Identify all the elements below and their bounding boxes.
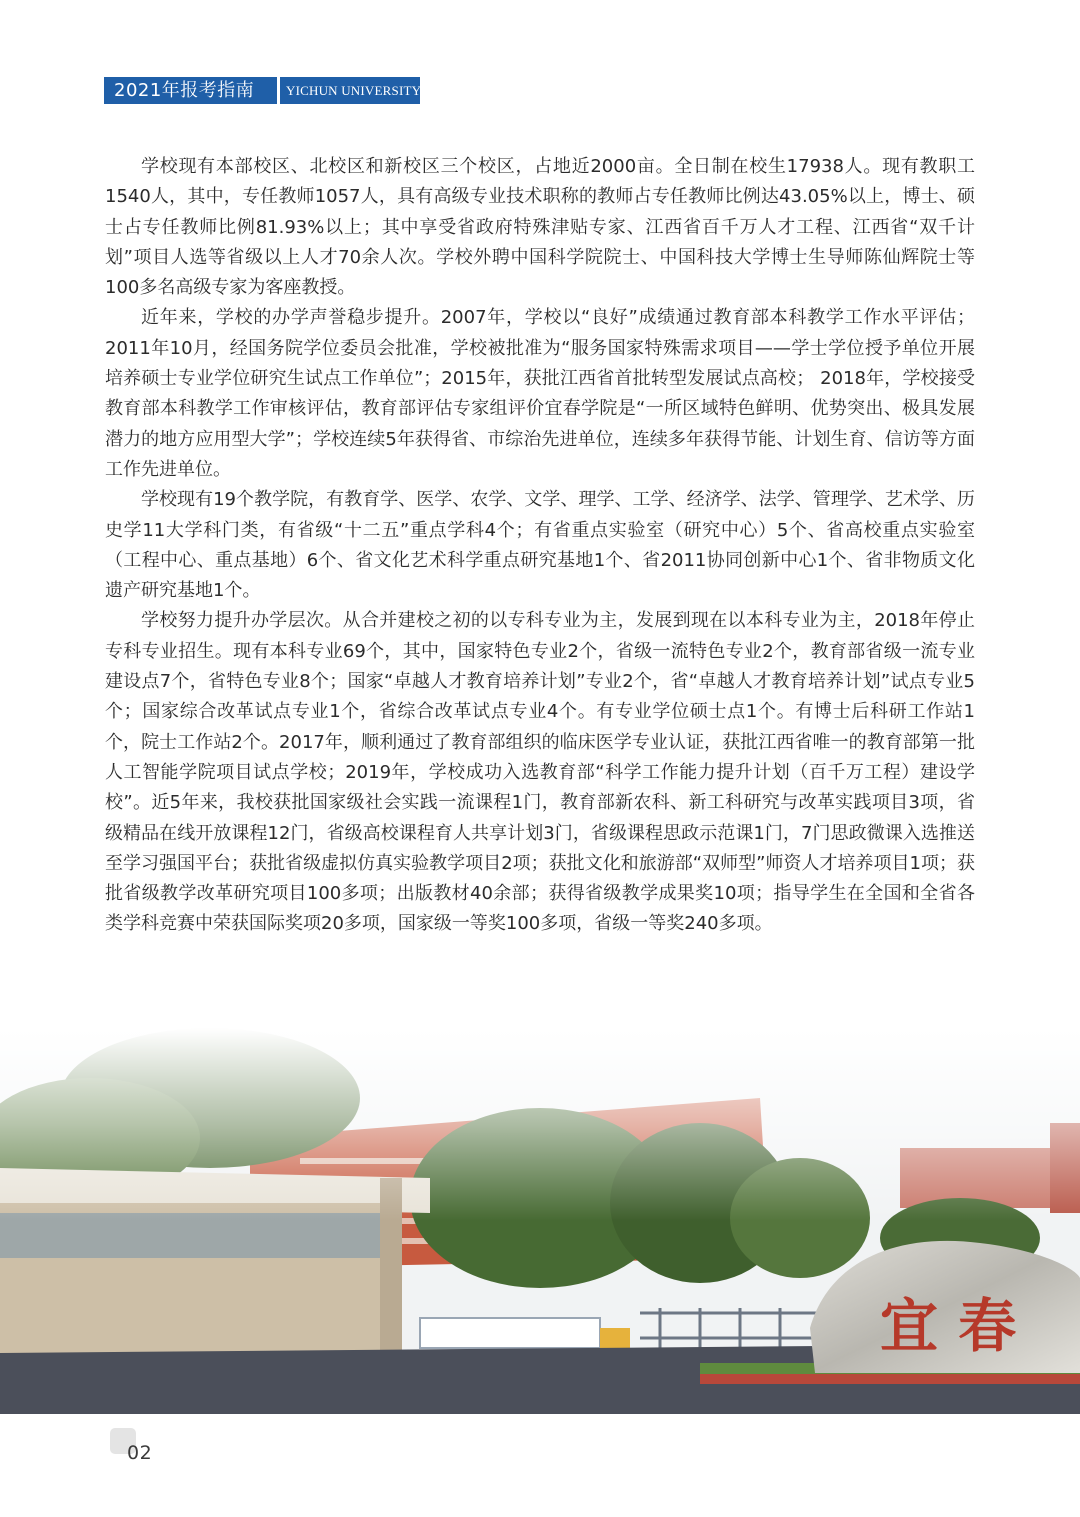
paragraph-colleges: 学校现有19个教学院，有教育学、医学、农学、文学、理学、工学、经济学、法学、管理学、艺术学、历史学11大学科门类，有省级“十二五”重点学科4个；有省重点实验室（研究中心）5个、省高校重点实验室（工程中心、重点基地）6个、省文化艺术科学重点研究基地1个、省2011协同创新中心1个、省非物质文化遗产研究基地1个。	[105, 489, 975, 602]
article-body	[105, 152, 975, 940]
header-bar	[104, 77, 420, 104]
photo-fade	[0, 1028, 1080, 1414]
paragraph-programs: 学校努力提升办学层次。从合并建校之初的以专科专业为主，发展到现在以本科专业为主，2018年停止专科专业招生。现有本科专业69个，其中，国家特色专业2个，省级一流特色专业2个，教育部省级一流专业建设点7个，省特色专业8个；国家“卓越人才教育培养计划”专业2个，省“卓越人才教育培养计划”试点专业5个；国家综合改革试点专业1个，省综合改革试点专业4个。有专业学位硕士点1个。有博士后科研工作站1个，院士工作站2个。2017年，顺利通过了教育部组织的临床医学专业认证，获批江西省唯一的教育部第一批人工智能学院项目试点学校；2019年，学校成功入选教育部“科学工作能力提升计划（百千万工程）建设学校”。近5年来，我校获批国家级社会实践一流课程1门，教育部新农科、新工科研究与改革实践项目3项，省级精品在线开放课程12门，省级高校课程育人共享计划3门，省级课程思政示范课1门，7门思政微课入选推送至学习强国平台；获批省级虚拟仿真实验教学项目2项；获批文化和旅游部“双师型”师资人才培养项目1项；获批省级教学改革研究项目100多项；出版教材40余部；获得省级教学成果奖10项；指导学生在全国和全省各类学科竞赛中荣获国际奖项20多项，国家级一等奖100多项，省级一等奖240多项。	[105, 610, 975, 935]
paragraph-campus: 学校现有本部校区、北校区和新校区三个校区，占地近2000亩。全日制在校生17938人。现有教职工1540人，其中，专任教师1057人，具有高级专业技术职称的教师占专任教师比例达43.05%以上，博士、硕士占专任教师比例81.93%以上；其中享受省政府特殊津贴专家、江西省百千万人才工程、江西省“双千计划”项目人选等省级以上人才70余人次。学校外聘中国科学院院士、中国科技大学博士生导师陈仙辉院士等100多名高级专家为客座教授。	[105, 156, 975, 299]
campus-gate-illustration	[0, 1028, 1080, 1414]
page-number: 02	[127, 1442, 153, 1464]
paragraph-reputation: 近年来，学校的办学声誉稳步提升。2007年，学校以“良好”成绩通过教育部本科教学工作水平评估；2011年10月，经国务院学位委员会批准，学校被批准为“服务国家特殊需求项目——学士学位授予单位开展培养硕士专业学位研究生试点工作单位”；2015年，获批江西省首批转型发展试点高校； 2018年，学校接受教育部本科教学工作审核评估，教育部评估专家组评价宜春学院是“一所区域特色鲜明、优势突出、极具发展潜力的地方应用型大学”；学校连续5年获得省、市综治先进单位，连续多年获得节能、计划生育、信访等方面工作先进单位。	[105, 307, 975, 480]
university-name: YICHUN UNIVERSITY	[280, 77, 420, 104]
guide-title: 2021年报考指南	[104, 77, 277, 104]
campus-gate-photo	[0, 1028, 1080, 1414]
